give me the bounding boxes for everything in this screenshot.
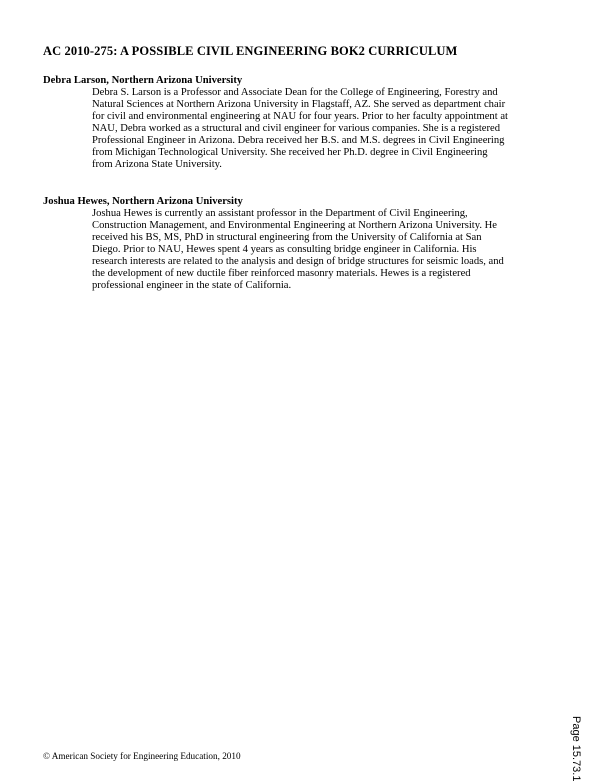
bio-line: from Arizona State University. — [92, 159, 222, 170]
bio-line: the development of new ductile fiber reinforced masonry materials. Hewes is a registered — [92, 268, 471, 279]
bio-line: professional engineer in the state of California. — [92, 280, 292, 291]
bio-line: for civil and environmental engineering at NAU for four years. Prior to her faculty appointment at — [92, 111, 508, 122]
bio-line: Diego. Prior to NAU, Hewes spent 4 years as consulting bridge engineer in California. His — [92, 244, 477, 255]
page-number: Page 15.73.1 — [570, 716, 582, 781]
bio-line: NAU, Debra worked as a structural and civil engineer for various companies. She is a registered — [92, 123, 501, 134]
bio-line: Debra S. Larson is a Professor and Associate Dean for the College of Engineering, Forestry and — [92, 87, 498, 98]
bio-line: Joshua Hewes is currently an assistant professor in the Department of Civil Engineering, — [92, 208, 468, 219]
bio-line: Construction Management, and Environmental Engineering at Northern Arizona University. He — [92, 220, 498, 231]
author-bio — [92, 208, 562, 292]
copyright-footer: © American Society for Engineering Education, 2010 — [43, 751, 241, 761]
bio-line: research interests are related to the analysis and design of bridge structures for seismic loads, and — [92, 256, 504, 267]
bio-line: Natural Sciences at Northern Arizona University in Flagstaff, AZ. She served as department chair — [92, 99, 506, 110]
author-name: Joshua Hewes, Northern Arizona University — [43, 196, 243, 207]
bio-line: received his BS, MS, PhD in structural engineering from the University of California at San — [92, 232, 482, 243]
author-block-joshua-hewes — [43, 195, 543, 292]
author-bio — [92, 87, 562, 171]
bio-line: from Michigan Technological University. She received her Ph.D. degree in Civil Engineering — [92, 147, 488, 158]
bio-line: Professional Engineer in Arizona. Debra received her B.S. and M.S. degrees in Civil Engineering — [92, 135, 505, 146]
paper-title: AC 2010-275: A POSSIBLE CIVIL ENGINEERING BOK2 CURRICULUM — [43, 44, 458, 58]
author-block-debra-larson — [43, 74, 543, 171]
author-name: Debra Larson, Northern Arizona University — [43, 75, 243, 86]
